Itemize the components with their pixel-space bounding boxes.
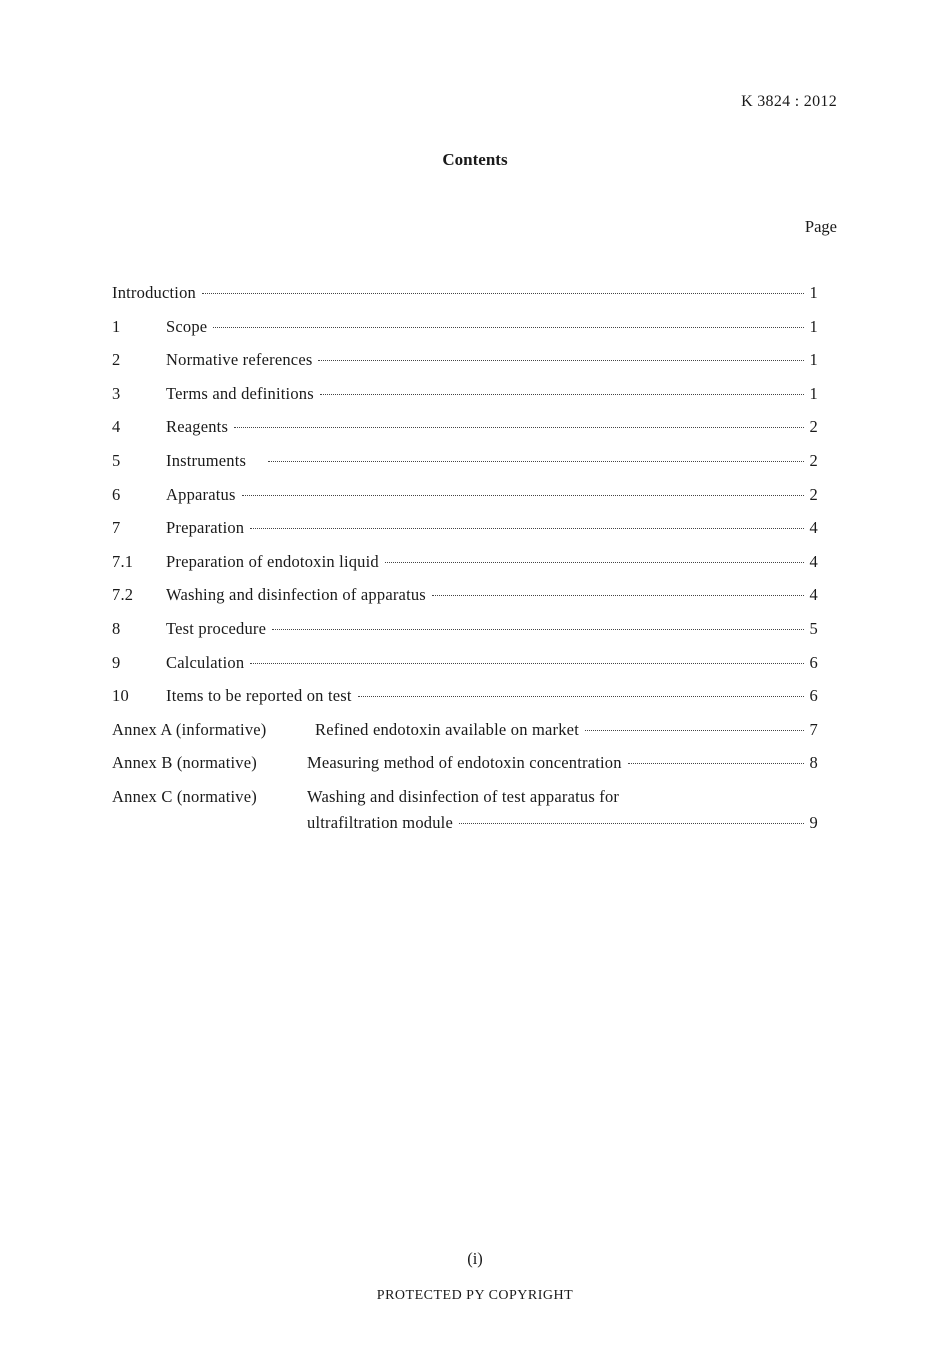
dot-leader <box>459 823 804 824</box>
toc-entry-title: Test procedure <box>166 617 272 641</box>
dot-leader <box>268 461 804 462</box>
annex-label: Annex A (informative) <box>112 719 267 739</box>
annex-label: Annex B (normative) <box>112 753 257 773</box>
toc-entry-terms-and-definitions[interactable] <box>112 382 818 416</box>
toc-entry-page: 1 <box>809 283 818 302</box>
toc-entry-title-line1: Washing and disinfection of test apparatus for <box>307 786 620 806</box>
dot-leader <box>213 327 804 328</box>
dot-leader <box>202 293 804 294</box>
toc-entry-reagents[interactable] <box>112 415 818 449</box>
toc-entry-number: 7.2 <box>112 585 134 605</box>
dot-leader <box>358 696 804 697</box>
toc-entry-number: 7.1 <box>112 551 134 571</box>
toc-entry-items-to-be-reported[interactable] <box>112 684 818 718</box>
toc-entry-annex-a[interactable] <box>112 718 818 752</box>
toc-entry-page: 4 <box>809 551 818 571</box>
toc-entry-page: 7 <box>809 719 818 739</box>
toc-entry-page: 1 <box>809 383 818 403</box>
toc-entry-annex-b[interactable] <box>112 751 818 785</box>
toc-entry-page: 4 <box>809 518 818 538</box>
toc-entry-number: 5 <box>112 450 121 470</box>
toc-entry-instruments[interactable] <box>112 449 818 483</box>
toc-entry-title-line2: ultrafiltration module <box>307 811 459 835</box>
toc-entry-number: 10 <box>112 686 129 706</box>
dot-leader <box>385 562 804 563</box>
toc-entry-preparation-of-endotoxin-liquid[interactable] <box>112 550 818 584</box>
toc-entry-title: Preparation <box>166 516 250 540</box>
toc-entry-page: 1 <box>809 350 818 370</box>
toc-entry-title: Items to be reported on test <box>166 684 358 708</box>
toc-entry-title: Washing and disinfection of apparatus <box>166 583 432 607</box>
toc-entry-apparatus[interactable] <box>112 483 818 517</box>
toc-entry-page: 6 <box>809 686 818 706</box>
toc-entry-title: Calculation <box>166 651 250 675</box>
toc-entry-number: 2 <box>112 350 121 370</box>
toc-entry-title: Terms and definitions <box>166 382 320 406</box>
annex-label: Annex C (normative) <box>112 786 257 806</box>
toc-entry-page: 6 <box>809 652 818 672</box>
toc-entry-number: 9 <box>112 652 121 672</box>
toc-entry-page: 2 <box>809 450 818 470</box>
toc-entry-page: 2 <box>809 417 818 437</box>
toc-entry-title: Apparatus <box>166 483 242 507</box>
page-column-label: Page <box>804 217 837 236</box>
toc-entry-number: 1 <box>112 316 121 336</box>
toc-entry-title: Measuring method of endotoxin concentration <box>307 751 628 775</box>
contents-title: Contents <box>442 150 508 169</box>
toc-entry-page: 8 <box>809 753 818 773</box>
dot-leader <box>234 427 804 428</box>
toc-entry-introduction[interactable] <box>112 281 818 315</box>
toc-entry-title: Normative references <box>166 348 318 372</box>
toc-entry-title: Instruments <box>166 449 268 473</box>
dot-leader <box>272 629 804 630</box>
toc-entry-title: Preparation of endotoxin liquid <box>166 550 385 574</box>
toc-entry-title: Introduction <box>112 281 202 305</box>
page-folio: (i) <box>467 1249 483 1268</box>
dot-leader <box>250 663 804 664</box>
toc-entry-washing-and-disinfection[interactable] <box>112 583 818 617</box>
toc-entry-page: 4 <box>809 585 818 605</box>
copyright-notice: PROTECTED PY COPYRIGHT <box>376 1288 574 1303</box>
dot-leader <box>250 528 804 529</box>
toc-entry-number: 4 <box>112 417 121 437</box>
toc-entry-number: 6 <box>112 484 121 504</box>
toc-entry-title: Refined endotoxin available on market <box>315 718 585 742</box>
toc-entry-test-procedure[interactable] <box>112 617 818 651</box>
toc-entry-title: Scope <box>166 315 213 339</box>
toc-entry-annex-c[interactable] <box>112 785 818 845</box>
toc-entry-normative-references[interactable] <box>112 348 818 382</box>
toc-entry-page: 9 <box>809 812 818 832</box>
dot-leader <box>432 595 804 596</box>
dot-leader <box>318 360 804 361</box>
toc-entry-preparation[interactable] <box>112 516 818 550</box>
toc-entry-number: 8 <box>112 618 121 638</box>
dot-leader <box>242 495 804 496</box>
dot-leader <box>320 394 804 395</box>
toc-entry-number: 7 <box>112 518 121 538</box>
table-of-contents <box>112 281 818 845</box>
toc-entry-page: 5 <box>809 618 818 638</box>
toc-entry-calculation[interactable] <box>112 651 818 685</box>
toc-entry-scope[interactable] <box>112 315 818 349</box>
dot-leader <box>585 730 804 731</box>
toc-entry-page: 2 <box>809 484 818 504</box>
toc-entry-number: 3 <box>112 383 121 403</box>
standard-number: K 3824 : 2012 <box>741 93 837 110</box>
dot-leader <box>628 763 804 764</box>
toc-entry-page: 1 <box>809 316 818 336</box>
toc-entry-title: Reagents <box>166 415 234 439</box>
